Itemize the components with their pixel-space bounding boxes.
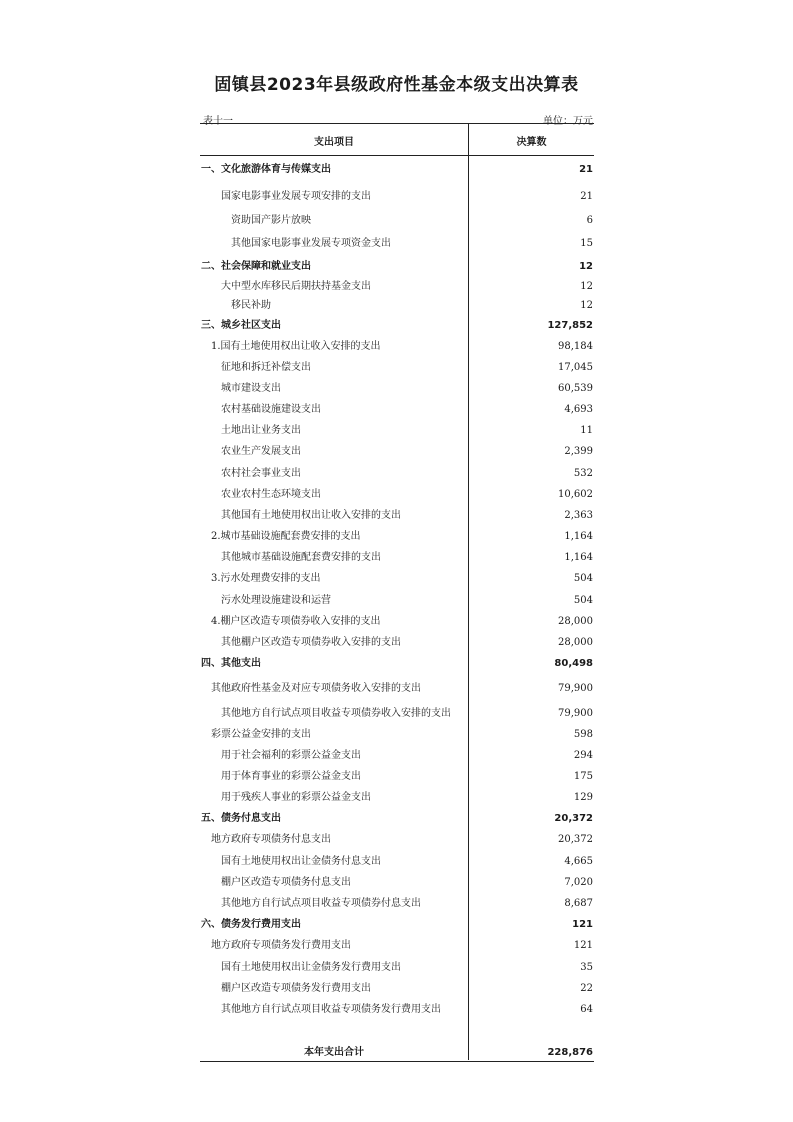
table-row (200, 876, 594, 890)
row-name: 彩票公益金安排的支出 (211, 729, 311, 740)
row-value: 20,372 (554, 813, 593, 824)
row-value: 15 (580, 238, 593, 249)
row-value: 79,900 (558, 683, 593, 694)
row-value: 98,184 (558, 341, 593, 352)
row-name: 移民补助 (231, 300, 271, 311)
row-name: 3.污水处理费安排的支出 (211, 573, 321, 584)
table-row (200, 551, 594, 565)
section-row (200, 812, 594, 826)
row-value: 64 (580, 1004, 593, 1015)
row-name: 二、社会保障和就业支出 (201, 261, 311, 272)
table-row (200, 707, 594, 721)
table-row (200, 791, 594, 805)
row-name: 用于残疾人事业的彩票公益金支出 (221, 792, 371, 803)
row-value: 35 (580, 962, 593, 973)
row-value: 12 (579, 261, 593, 272)
section-row (200, 657, 594, 671)
row-name: 三、城乡社区支出 (201, 320, 281, 331)
row-name: 用于体育事业的彩票公益金支出 (221, 771, 361, 782)
table-row (200, 855, 594, 869)
row-value: 11 (580, 425, 593, 436)
row-name: 其他政府性基金及对应专项债务收入安排的支出 (211, 683, 421, 694)
table-row (200, 728, 594, 742)
row-name: 其他棚户区改造专项债券收入安排的支出 (221, 637, 401, 648)
row-value: 121 (572, 919, 593, 930)
table-row (200, 214, 594, 228)
row-value: 4,665 (564, 856, 593, 867)
unit-label: 单位：万元 (543, 116, 593, 127)
header-item: 支出项目 (314, 137, 354, 148)
table-row (200, 615, 594, 629)
table-number: 表十一 (203, 116, 233, 127)
row-name: 土地出让业务支出 (221, 425, 301, 436)
row-value: 12 (580, 281, 593, 292)
row-value: 2,363 (564, 510, 593, 521)
table-row (200, 467, 594, 481)
row-value: 7,020 (564, 877, 593, 888)
total-value: 228,876 (547, 1047, 593, 1058)
table-row (200, 530, 594, 544)
table-row (200, 833, 594, 847)
section-row (200, 163, 594, 177)
row-name: 用于社会福利的彩票公益金支出 (221, 750, 361, 761)
row-name: 其他地方自行试点项目收益专项债券付息支出 (221, 898, 421, 909)
table-row (200, 382, 594, 396)
row-name: 国家电影事业发展专项安排的支出 (221, 191, 371, 202)
row-value: 17,045 (558, 362, 593, 373)
row-name: 六、债务发行费用支出 (201, 919, 301, 930)
row-value: 1,164 (564, 531, 593, 542)
table-row (200, 682, 594, 696)
table-row (200, 961, 594, 975)
row-name: 棚户区改造专项债务付息支出 (221, 877, 351, 888)
row-name: 2.城市基础设施配套费安排的支出 (211, 531, 361, 542)
table-row (200, 299, 594, 313)
row-name: 农村基础设施建设支出 (221, 404, 321, 415)
table-row (200, 424, 594, 438)
table-row (200, 572, 594, 586)
row-value: 504 (573, 573, 593, 584)
table-row (200, 636, 594, 650)
table-row (200, 939, 594, 953)
table-row (200, 361, 594, 375)
row-name: 棚户区改造专项债务发行费用支出 (221, 983, 371, 994)
table-row (200, 770, 594, 784)
row-name: 地方政府专项债务付息支出 (211, 834, 331, 845)
table-row (200, 509, 594, 523)
table-row (200, 280, 594, 294)
table-row (200, 237, 594, 251)
row-value: 28,000 (558, 616, 593, 627)
row-name: 国有土地使用权出让金债务发行费用支出 (221, 962, 401, 973)
row-name: 大中型水库移民后期扶持基金支出 (221, 281, 371, 292)
row-name: 国有土地使用权出让金债务付息支出 (221, 856, 381, 867)
row-name: 1.国有土地使用权出让收入安排的支出 (211, 341, 381, 352)
table-row (200, 340, 594, 354)
row-name: 四、其他支出 (201, 658, 261, 669)
row-name: 其他地方自行试点项目收益专项债券收入安排的支出 (221, 708, 451, 719)
row-name: 资助国产影片放映 (231, 215, 311, 226)
row-value: 598 (573, 729, 593, 740)
table-row (200, 488, 594, 502)
row-name: 征地和拆迁补偿支出 (221, 362, 311, 373)
row-value: 60,539 (558, 383, 593, 394)
row-value: 79,900 (558, 708, 593, 719)
row-name: 其他国家电影事业发展专项资金支出 (231, 238, 391, 249)
row-value: 1,164 (564, 552, 593, 563)
row-name: 其他城市基础设施配套费安排的支出 (221, 552, 381, 563)
row-value: 504 (573, 595, 593, 606)
row-value: 127,852 (547, 320, 593, 331)
table-row (200, 1003, 594, 1017)
row-value: 80,498 (554, 658, 593, 669)
total-row (200, 1046, 594, 1060)
table-row (200, 190, 594, 204)
row-name: 其他国有土地使用权出让收入安排的支出 (221, 510, 401, 521)
row-name: 污水处理设施建设和运营 (221, 595, 331, 606)
page-title: 固镇县2023年县级政府性基金本级支出决算表 (214, 75, 579, 95)
row-value: 21 (579, 164, 593, 175)
row-value: 294 (573, 750, 593, 761)
row-value: 175 (573, 771, 593, 782)
section-row (200, 319, 594, 333)
table-row (200, 445, 594, 459)
row-value: 22 (580, 983, 593, 994)
row-name: 其他地方自行试点项目收益专项债务发行费用支出 (221, 1004, 441, 1015)
row-value: 10,602 (558, 489, 593, 500)
section-row (200, 260, 594, 274)
row-name: 城市建设支出 (221, 383, 281, 394)
row-name: 4.棚户区改造专项债券收入安排的支出 (211, 616, 381, 627)
table-row (200, 749, 594, 763)
table-row (200, 982, 594, 996)
row-name: 农业生产发展支出 (221, 446, 301, 457)
header-amount: 决算数 (516, 137, 547, 148)
row-value: 6 (586, 215, 593, 226)
row-value: 8,687 (564, 898, 593, 909)
row-name: 五、债务付息支出 (201, 813, 281, 824)
row-value: 28,000 (558, 637, 593, 648)
table-row (200, 897, 594, 911)
row-value: 21 (580, 191, 593, 202)
row-value: 129 (573, 792, 593, 803)
table-row (200, 403, 594, 417)
header-divider (200, 155, 594, 156)
row-value: 20,372 (558, 834, 593, 845)
row-value: 12 (580, 300, 593, 311)
row-name: 一、文化旅游体育与传媒支出 (201, 164, 331, 175)
row-name: 农业农村生态环境支出 (221, 489, 321, 500)
row-value: 532 (573, 468, 593, 479)
row-value: 2,399 (564, 446, 593, 457)
section-row (200, 918, 594, 932)
row-name: 地方政府专项债务发行费用支出 (211, 940, 351, 951)
table-row (200, 594, 594, 608)
row-value: 4,693 (564, 404, 593, 415)
row-name: 农村社会事业支出 (221, 468, 301, 479)
row-value: 121 (573, 940, 593, 951)
total-label: 本年支出合计 (304, 1047, 364, 1058)
